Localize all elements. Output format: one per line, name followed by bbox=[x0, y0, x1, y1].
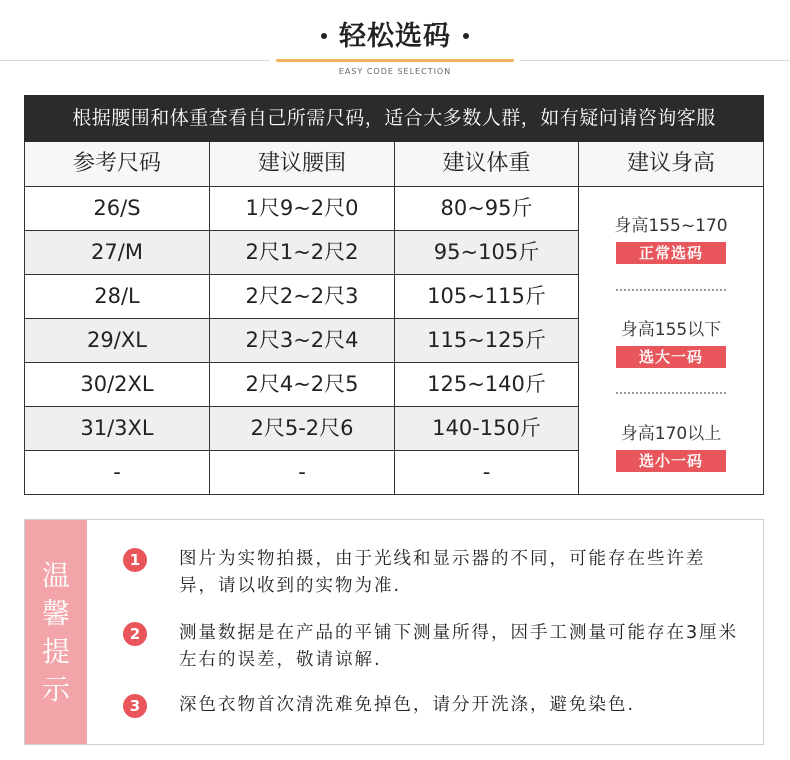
cell-size: 26/S bbox=[25, 187, 210, 230]
bullet-dot-icon bbox=[463, 33, 469, 39]
page-subtitle: EASY CODE SELECTION bbox=[338, 67, 452, 76]
height-range: 身高155以下 bbox=[620, 320, 722, 340]
tip-text: 图片为实物拍摄，由于光线和显示器的不同，可能存在些许差异，请以收到的实物为准. bbox=[179, 549, 706, 596]
size-chart bbox=[24, 95, 764, 495]
height-range: 身高155~170 bbox=[614, 216, 728, 236]
divider-line-right bbox=[520, 60, 790, 61]
cell-waist: 2尺5-2尺6 bbox=[210, 407, 395, 450]
height-advice-2 bbox=[579, 315, 763, 368]
cell-size: 31/3XL bbox=[25, 407, 210, 450]
page-title bbox=[0, 14, 790, 53]
cell-weight: 105~115斤 bbox=[395, 275, 579, 318]
title-section bbox=[0, 0, 790, 90]
height-advice-1 bbox=[579, 211, 763, 264]
cell-weight: 95~105斤 bbox=[395, 231, 579, 274]
bullet-dot-icon bbox=[321, 33, 327, 39]
cell-weight: 115~125斤 bbox=[395, 319, 579, 362]
dotted-divider bbox=[616, 392, 726, 394]
cell-size: 28/L bbox=[25, 275, 210, 318]
height-advice-3 bbox=[579, 419, 763, 472]
height-advice-column bbox=[579, 187, 763, 490]
size-advice-badge: 选大一码 bbox=[616, 346, 726, 368]
cell-weight: - bbox=[395, 451, 579, 494]
tip-text: 测量数据是在产品的平铺下测量所得，因手工测量可能存在3厘米左右的误差，敬请谅解. bbox=[179, 623, 739, 670]
col-header-size: 参考尺码 bbox=[25, 142, 210, 186]
cell-size: - bbox=[25, 451, 210, 494]
cell-waist: 2尺3~2尺4 bbox=[210, 319, 395, 362]
cell-waist: - bbox=[210, 451, 395, 494]
tips-heading-char: 馨 bbox=[41, 597, 70, 630]
cell-size: 29/XL bbox=[25, 319, 210, 362]
number-badge-icon: 3 bbox=[123, 694, 147, 718]
cell-waist: 2尺1~2尺2 bbox=[210, 231, 395, 274]
cell-waist: 2尺4~2尺5 bbox=[210, 363, 395, 406]
cell-size: 30/2XL bbox=[25, 363, 210, 406]
size-advice-badge: 正常选码 bbox=[616, 242, 726, 264]
cell-size: 27/M bbox=[25, 231, 210, 274]
title-text: 轻松选码 bbox=[339, 21, 451, 52]
cell-weight: 140-150斤 bbox=[395, 407, 579, 450]
size-grid bbox=[24, 142, 764, 495]
table-header-row bbox=[25, 142, 763, 187]
tips-heading-char: 温 bbox=[41, 559, 70, 592]
col-header-waist: 建议腰围 bbox=[210, 142, 395, 186]
height-range: 身高170以上 bbox=[620, 424, 722, 444]
cell-weight: 80~95斤 bbox=[395, 187, 579, 230]
divider-line-left bbox=[0, 60, 270, 61]
size-advice-badge: 选小一码 bbox=[616, 450, 726, 472]
cell-weight: 125~140斤 bbox=[395, 363, 579, 406]
title-accent-bar bbox=[276, 59, 514, 62]
dotted-divider bbox=[616, 289, 726, 291]
col-header-height: 建议身高 bbox=[626, 151, 715, 176]
col-header-weight: 建议体重 bbox=[395, 142, 579, 186]
tips-heading bbox=[25, 520, 87, 744]
cell-waist: 1尺9~2尺0 bbox=[210, 187, 395, 230]
tips-panel bbox=[24, 519, 764, 745]
number-badge-icon: 1 bbox=[123, 548, 147, 572]
table-banner: 根据腰围和体重查看自己所需尺码，适合大多数人群，如有疑问请咨询客服 bbox=[24, 95, 764, 142]
tips-heading-char: 提 bbox=[41, 635, 70, 668]
cell-waist: 2尺2~2尺3 bbox=[210, 275, 395, 318]
tips-heading-char: 示 bbox=[41, 673, 70, 706]
tip-text: 深色衣物首次清洗难免掉色，请分开洗涤，避免染色. bbox=[179, 695, 636, 715]
number-badge-icon: 2 bbox=[123, 622, 147, 646]
